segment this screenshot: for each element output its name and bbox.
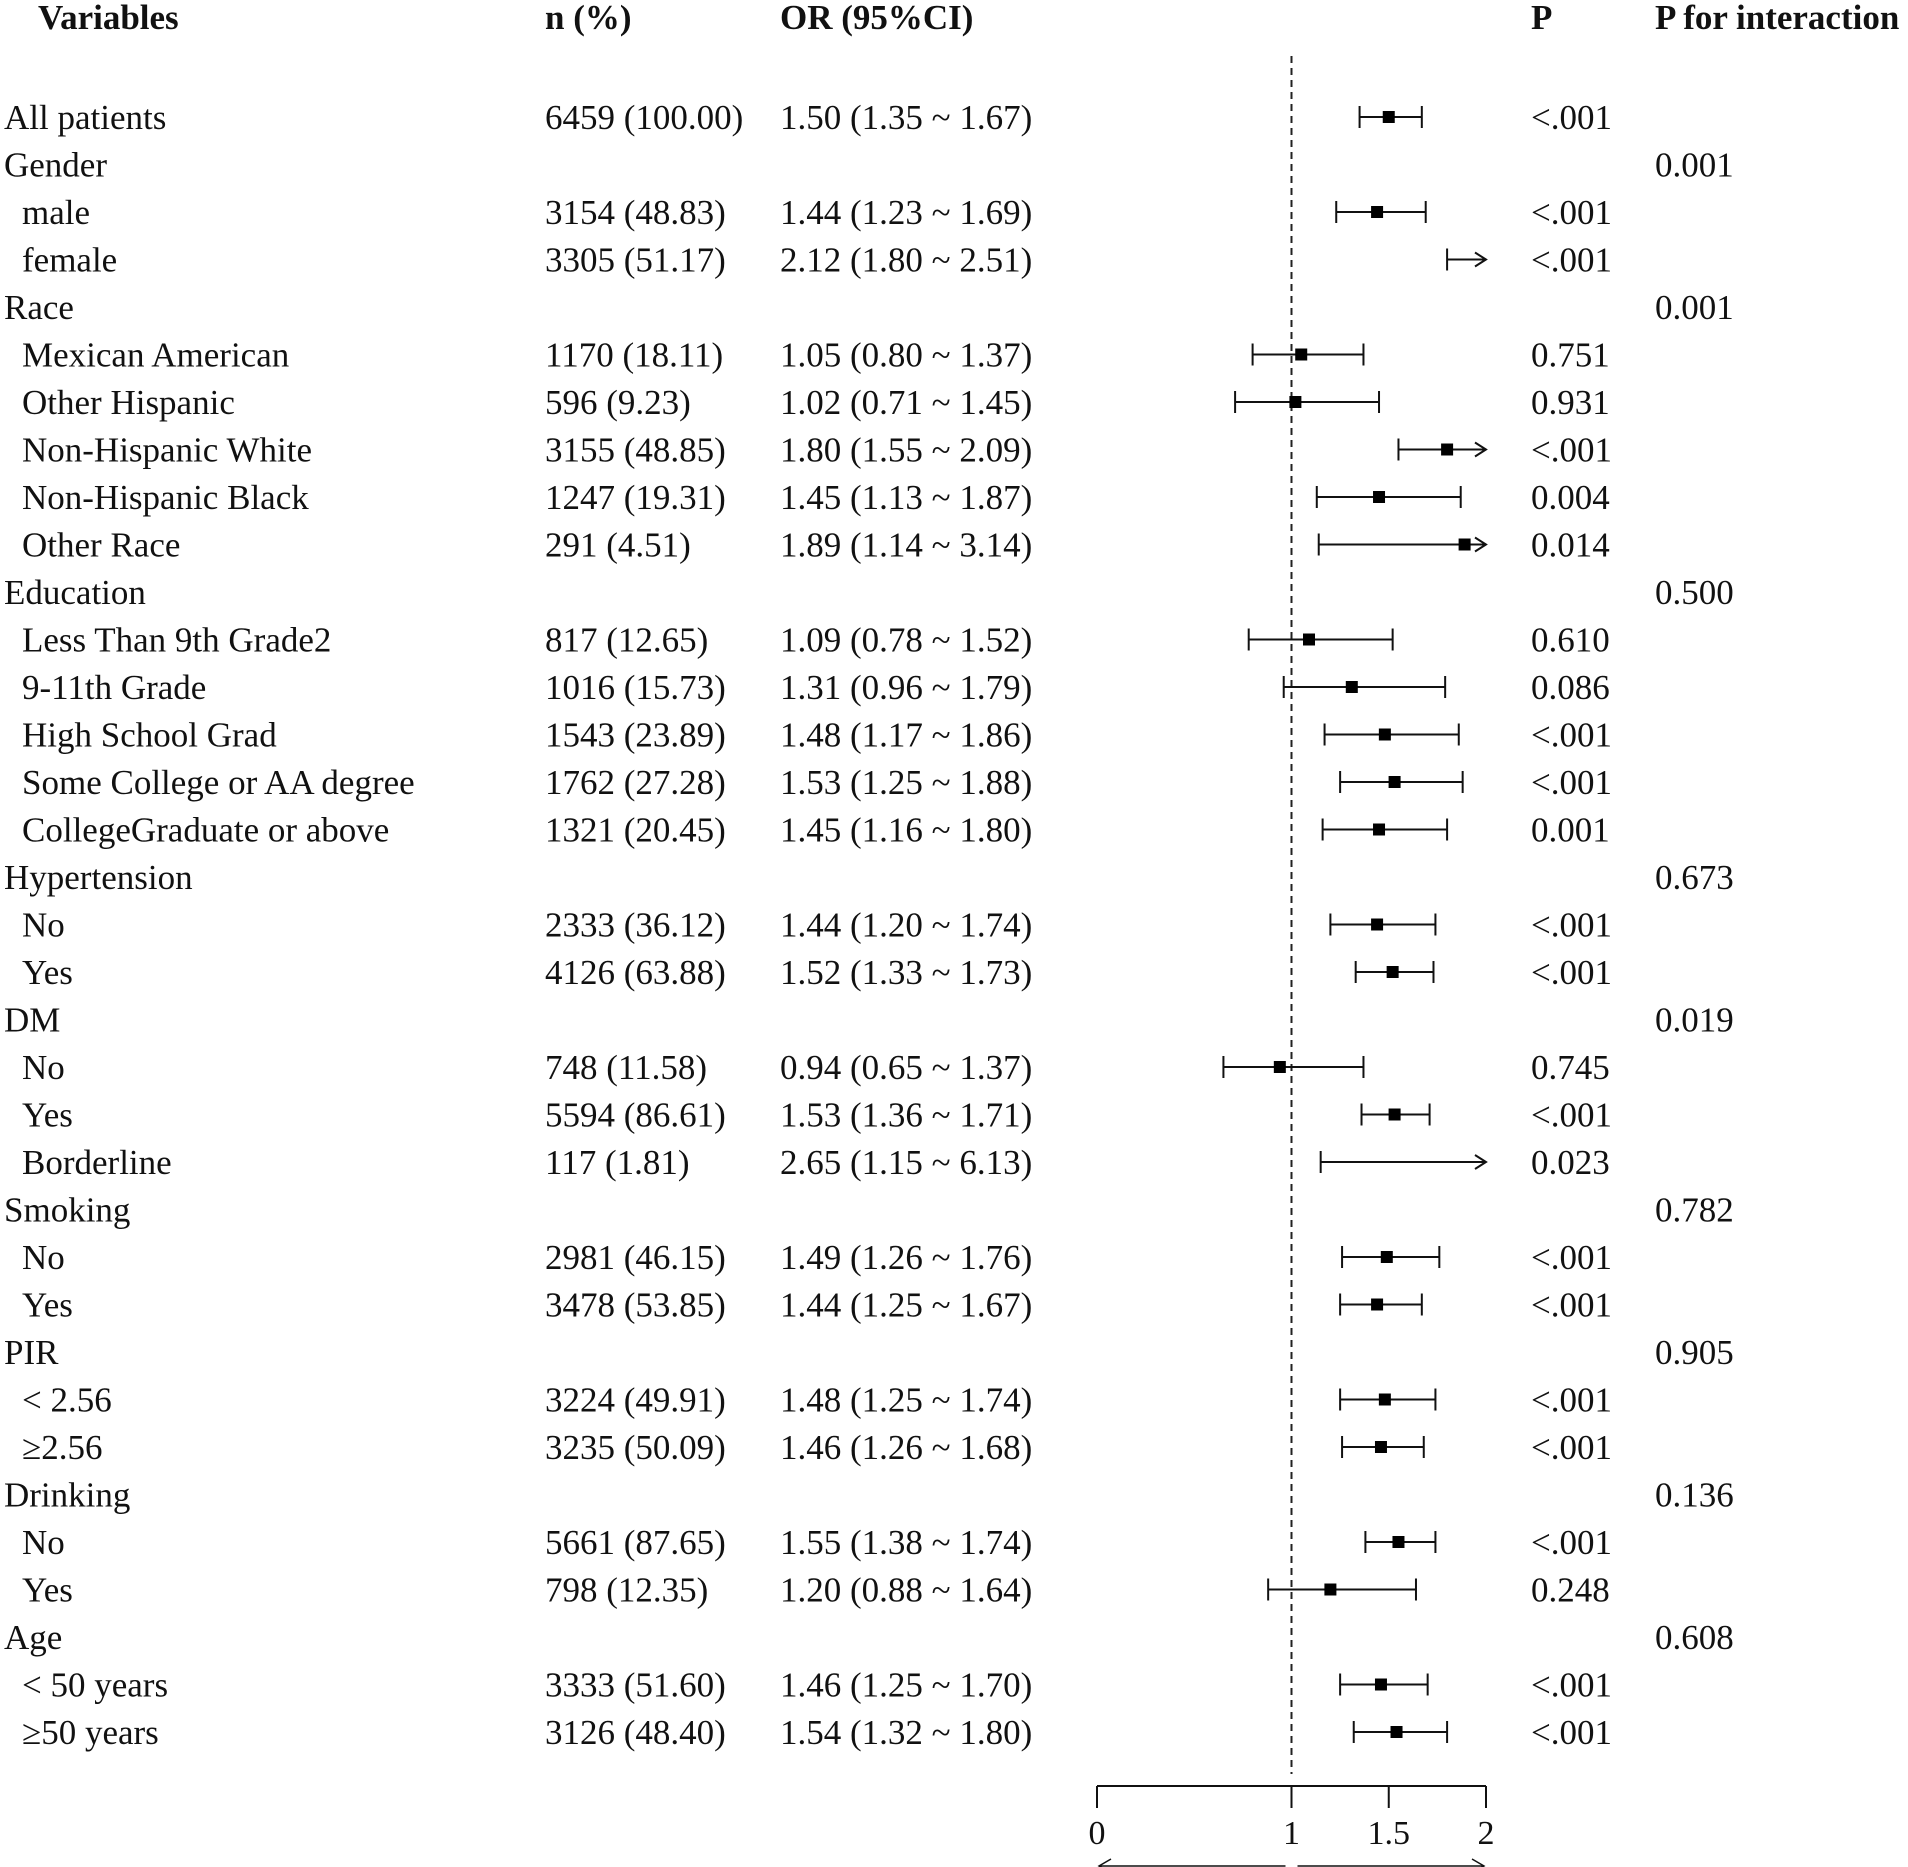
- point-estimate: [1274, 1061, 1286, 1073]
- row-p-interaction: 0.019: [1655, 1000, 1734, 1040]
- row-p-value: 0.610: [1531, 620, 1610, 660]
- row-n-pct: 6459 (100.00): [545, 98, 744, 137]
- row-label: ≥50 years: [22, 1713, 159, 1752]
- row-p-interaction: 0.782: [1655, 1190, 1734, 1230]
- row-p-value: 0.004: [1531, 478, 1610, 517]
- row-or-ci: 0.94 (0.65 ~ 1.37): [780, 1048, 1033, 1087]
- row-p-value: <.001: [1531, 1523, 1612, 1562]
- row-n-pct: 1321 (20.45): [545, 810, 726, 850]
- row-p-interaction: 0.608: [1655, 1618, 1734, 1657]
- point-estimate: [1383, 111, 1395, 123]
- row-p-value: 0.023: [1531, 1143, 1610, 1182]
- row-or-ci: 2.65 (1.15 ~ 6.13): [780, 1143, 1033, 1182]
- row-label: 9-11th Grade: [22, 668, 207, 707]
- ci-marks: [1223, 106, 1486, 1743]
- row-or-ci: 1.48 (1.17 ~ 1.86): [780, 715, 1033, 755]
- row-label: < 2.56: [22, 1380, 112, 1420]
- row-p-value: 0.001: [1531, 810, 1610, 850]
- row-or-ci: 2.12 (1.80 ~ 2.51): [780, 240, 1033, 280]
- point-estimate: [1392, 1536, 1404, 1548]
- ci-mark: [1325, 724, 1459, 746]
- row-p-value: <.001: [1531, 1095, 1612, 1135]
- group-label: Gender: [4, 145, 108, 185]
- row-or-ci: 1.48 (1.25 ~ 1.74): [780, 1380, 1033, 1420]
- row-n-pct: 1762 (27.28): [545, 763, 726, 802]
- row-or-ci: 1.49 (1.26 ~ 1.76): [780, 1238, 1033, 1277]
- row-p-value: <.001: [1531, 1285, 1612, 1325]
- ci-mark: [1340, 771, 1463, 793]
- row-label: No: [22, 1523, 65, 1562]
- row-n-pct: 5661 (87.65): [545, 1523, 726, 1562]
- row-label: Mexican American: [22, 335, 290, 375]
- row-or-ci: 1.44 (1.25 ~ 1.67): [780, 1285, 1033, 1325]
- header-variables: Variables: [38, 0, 179, 37]
- row-label: Non-Hispanic White: [22, 430, 312, 470]
- row-p-value: <.001: [1531, 193, 1612, 232]
- group-label: Age: [4, 1618, 63, 1657]
- row-n-pct: 1170 (18.11): [545, 335, 724, 375]
- header-n-pct: n (%): [545, 0, 632, 37]
- header-or-ci: OR (95%CI): [780, 0, 974, 37]
- row-or-ci: 1.45 (1.16 ~ 1.80): [780, 810, 1033, 850]
- row-or-ci: 1.52 (1.33 ~ 1.73): [780, 953, 1033, 992]
- row-label: No: [22, 905, 65, 945]
- row-label: Some College or AA degree: [22, 763, 415, 802]
- row-label: < 50 years: [22, 1665, 169, 1705]
- ci-mark: [1354, 1721, 1447, 1743]
- ci-mark: [1284, 676, 1445, 698]
- point-estimate: [1373, 824, 1385, 836]
- row-p-value: <.001: [1531, 1380, 1612, 1420]
- ci-mark: [1223, 1056, 1363, 1078]
- row-p-value: <.001: [1531, 715, 1612, 755]
- point-estimate: [1381, 1251, 1393, 1263]
- row-p-value: <.001: [1531, 763, 1612, 802]
- row-label: Yes: [22, 953, 73, 992]
- row-p-interaction: 0.673: [1655, 858, 1734, 897]
- row-p-value: <.001: [1531, 98, 1612, 137]
- ci-mark: [1342, 1436, 1424, 1458]
- point-estimate: [1459, 539, 1471, 551]
- row-p-interaction: 0.136: [1655, 1475, 1734, 1515]
- point-estimate: [1373, 491, 1385, 503]
- ci-mark: [1253, 344, 1364, 366]
- row-label: Less Than 9th Grade2: [22, 620, 332, 660]
- ci-mark: [1319, 534, 1486, 556]
- row-label: No: [22, 1048, 65, 1087]
- header-p: P: [1531, 0, 1553, 37]
- point-estimate: [1371, 206, 1383, 218]
- ci-mark: [1340, 1674, 1428, 1696]
- group-label: PIR: [4, 1333, 59, 1372]
- ci-mark: [1317, 486, 1461, 508]
- ci-mark: [1249, 629, 1393, 651]
- row-label: Yes: [22, 1285, 73, 1325]
- point-estimate: [1295, 349, 1307, 361]
- point-estimate: [1391, 1726, 1403, 1738]
- row-n-pct: 117 (1.81): [545, 1143, 690, 1182]
- row-p-value: <.001: [1531, 430, 1612, 470]
- ci-mark: [1365, 1531, 1435, 1553]
- row-n-pct: 3478 (53.85): [545, 1285, 726, 1325]
- point-estimate: [1389, 1109, 1401, 1121]
- point-estimate: [1346, 681, 1358, 693]
- row-p-value: 0.751: [1531, 335, 1610, 375]
- table-rows: [4, 98, 1734, 1752]
- point-estimate: [1371, 919, 1383, 931]
- row-n-pct: 817 (12.65): [545, 620, 709, 660]
- row-label: Yes: [22, 1095, 73, 1135]
- row-or-ci: 1.20 (0.88 ~ 1.64): [780, 1570, 1033, 1610]
- row-or-ci: 1.50 (1.35 ~ 1.67): [780, 98, 1033, 137]
- row-n-pct: 291 (4.51): [545, 525, 691, 565]
- row-p-value: 0.248: [1531, 1570, 1610, 1610]
- ci-mark: [1447, 249, 1486, 271]
- row-n-pct: 3333 (51.60): [545, 1665, 726, 1705]
- row-p-value: <.001: [1531, 905, 1612, 945]
- row-or-ci: 1.31 (0.96 ~ 1.79): [780, 668, 1033, 707]
- row-p-value: <.001: [1531, 1428, 1612, 1467]
- group-label: DM: [4, 1000, 61, 1040]
- point-estimate: [1375, 1679, 1387, 1691]
- row-or-ci: 1.44 (1.23 ~ 1.69): [780, 193, 1033, 232]
- ci-mark: [1336, 201, 1425, 223]
- row-n-pct: 3224 (49.91): [545, 1380, 726, 1420]
- row-n-pct: 1543 (23.89): [545, 715, 726, 755]
- ci-mark: [1268, 1579, 1416, 1601]
- row-label: Other Race: [22, 525, 181, 565]
- point-estimate: [1389, 776, 1401, 788]
- ci-mark: [1323, 819, 1447, 841]
- ci-mark: [1235, 391, 1379, 413]
- row-p-interaction: 0.001: [1655, 145, 1734, 185]
- group-label: Drinking: [4, 1475, 131, 1515]
- ci-mark: [1342, 1246, 1439, 1268]
- row-p-value: <.001: [1531, 953, 1612, 992]
- row-or-ci: 1.89 (1.14 ~ 3.14): [780, 525, 1033, 565]
- row-p-value: 0.086: [1531, 668, 1610, 707]
- row-n-pct: 798 (12.35): [545, 1570, 709, 1610]
- row-n-pct: 1247 (19.31): [545, 478, 726, 517]
- row-or-ci: 1.45 (1.13 ~ 1.87): [780, 478, 1033, 517]
- x-axis: [1089, 1786, 1495, 1867]
- point-estimate: [1379, 729, 1391, 741]
- row-p-value: <.001: [1531, 1665, 1612, 1705]
- row-or-ci: 1.55 (1.38 ~ 1.74): [780, 1523, 1033, 1562]
- group-label: Education: [4, 573, 146, 612]
- row-label: High School Grad: [22, 715, 277, 755]
- ci-mark: [1330, 914, 1435, 936]
- x-tick-label: 0: [1088, 1815, 1106, 1852]
- row-or-ci: 1.54 (1.32 ~ 1.80): [780, 1713, 1033, 1752]
- row-or-ci: 1.46 (1.26 ~ 1.68): [780, 1428, 1033, 1467]
- ci-mark: [1362, 1104, 1430, 1126]
- ci-mark: [1340, 1389, 1435, 1411]
- row-label: All patients: [4, 98, 167, 137]
- row-n-pct: 596 (9.23): [545, 383, 691, 422]
- row-p-value: 0.931: [1531, 383, 1610, 422]
- ci-mark: [1340, 1294, 1422, 1316]
- row-label: male: [22, 193, 91, 232]
- point-estimate: [1441, 444, 1453, 456]
- row-label: Borderline: [22, 1143, 172, 1182]
- row-label: Non-Hispanic Black: [22, 478, 309, 517]
- row-p-value: <.001: [1531, 1713, 1612, 1752]
- point-estimate: [1371, 1299, 1383, 1311]
- row-or-ci: 1.02 (0.71 ~ 1.45): [780, 383, 1033, 422]
- row-or-ci: 1.80 (1.55 ~ 2.09): [780, 430, 1033, 470]
- row-label: Other Hispanic: [22, 383, 235, 422]
- row-n-pct: 3155 (48.85): [545, 430, 726, 470]
- row-or-ci: 1.44 (1.20 ~ 1.74): [780, 905, 1033, 945]
- row-n-pct: 2333 (36.12): [545, 905, 726, 945]
- row-p-value: 0.014: [1531, 525, 1610, 565]
- point-estimate: [1324, 1584, 1336, 1596]
- row-or-ci: 1.05 (0.80 ~ 1.37): [780, 335, 1033, 375]
- row-or-ci: 1.53 (1.36 ~ 1.71): [780, 1095, 1033, 1135]
- point-estimate: [1375, 1441, 1387, 1453]
- row-p-value: 0.745: [1531, 1048, 1610, 1087]
- row-label: female: [22, 240, 118, 280]
- row-n-pct: 1016 (15.73): [545, 668, 726, 707]
- header-p-interaction: P for interaction: [1655, 0, 1900, 37]
- row-n-pct: 2981 (46.15): [545, 1238, 726, 1277]
- row-label: ≥2.56: [22, 1428, 103, 1467]
- x-tick-label: 1: [1283, 1815, 1300, 1852]
- row-n-pct: 3126 (48.40): [545, 1713, 726, 1752]
- row-p-value: <.001: [1531, 1238, 1612, 1277]
- row-n-pct: 748 (11.58): [545, 1048, 708, 1087]
- row-p-value: <.001: [1531, 240, 1612, 280]
- row-or-ci: 1.46 (1.25 ~ 1.70): [780, 1665, 1033, 1705]
- row-or-ci: 1.09 (0.78 ~ 1.52): [780, 620, 1033, 660]
- row-or-ci: 1.53 (1.25 ~ 1.88): [780, 763, 1033, 802]
- row-n-pct: 5594 (86.61): [545, 1095, 726, 1135]
- row-p-interaction: 0.001: [1655, 288, 1734, 327]
- row-n-pct: 3305 (51.17): [545, 240, 726, 280]
- point-estimate: [1289, 396, 1301, 408]
- row-label: No: [22, 1238, 65, 1277]
- row-label: Yes: [22, 1570, 73, 1610]
- group-label: Smoking: [4, 1190, 131, 1230]
- point-estimate: [1379, 1394, 1391, 1406]
- row-n-pct: 4126 (63.88): [545, 953, 726, 992]
- point-estimate: [1303, 634, 1315, 646]
- ci-mark: [1360, 106, 1422, 128]
- group-label: Race: [4, 288, 74, 327]
- row-label: CollegeGraduate or above: [22, 810, 390, 850]
- ci-mark: [1356, 961, 1434, 983]
- x-tick-label: 2: [1477, 1815, 1495, 1852]
- x-tick-label: 1.5: [1367, 1815, 1410, 1852]
- group-label: Hypertension: [4, 858, 193, 897]
- row-p-interaction: 0.905: [1655, 1333, 1734, 1372]
- point-estimate: [1387, 966, 1399, 978]
- ci-mark: [1321, 1151, 1486, 1173]
- row-n-pct: 3235 (50.09): [545, 1428, 726, 1467]
- row-n-pct: 3154 (48.83): [545, 193, 726, 232]
- ci-mark: [1398, 439, 1486, 461]
- row-p-interaction: 0.500: [1655, 573, 1734, 612]
